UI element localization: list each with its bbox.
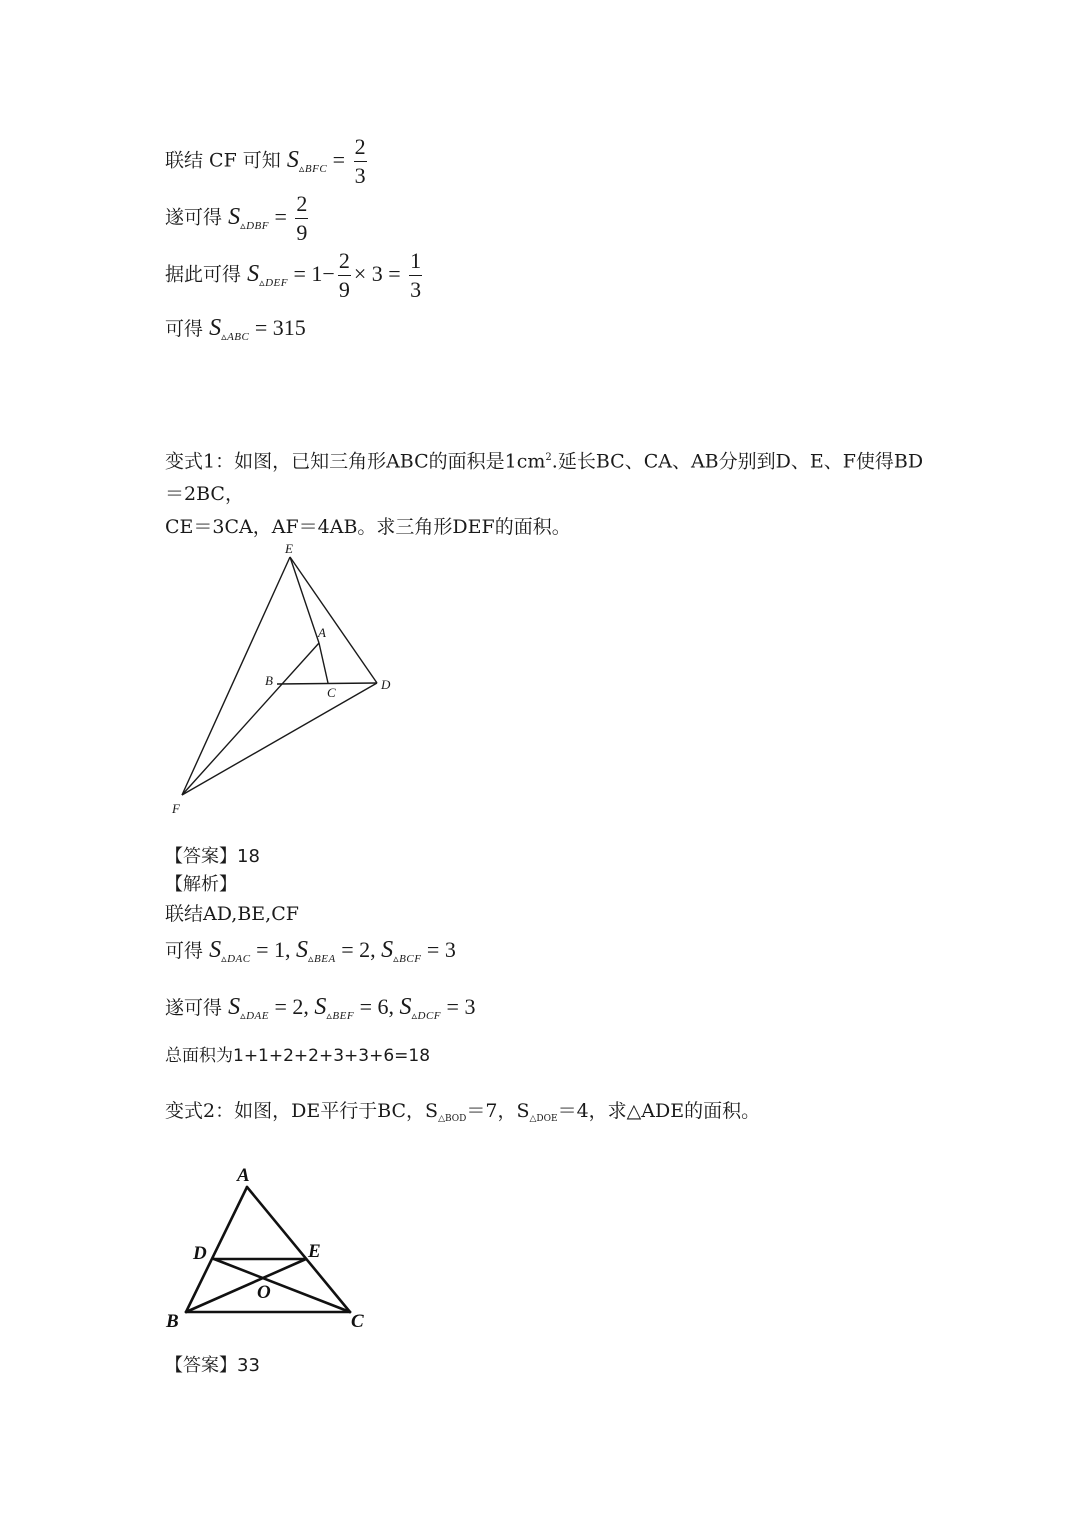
label-a: A (237, 1165, 250, 1186)
line-text: 据此可得 (165, 263, 242, 286)
variant1-analysis-line-1: 联结AD,BE,CF (165, 903, 299, 925)
variant1-analysis-label: 【解析】 (165, 874, 237, 895)
label-f: F (172, 801, 180, 816)
segment-af (182, 643, 319, 795)
variant1-analysis-line-2: 可得 $S_{▵DAC} = 1$, $S_{▵BEA} = 2$, $S_{▵BCF} = 3$ (165, 937, 456, 965)
segment-df (182, 683, 377, 795)
subscript: ▵DBF (240, 219, 269, 232)
variant2-problem: 变式2：如图，DE平行于BC，$S_{\triangle BOD}=7$，$S_{\triangle DOE}=4$，求△ADE的面积。 (165, 1100, 761, 1124)
fraction: $\frac{1}{3}$ (410, 248, 422, 302)
line-text: 遂可得 (165, 206, 223, 229)
line-text: 可得 (165, 318, 204, 340)
label-e: E (308, 1241, 321, 1262)
variant1-figure (160, 535, 410, 825)
label-b: B (166, 1311, 179, 1332)
subscript: ▵ABC (221, 331, 250, 343)
segment-ea (290, 557, 319, 643)
line-text: 联结 CF 可知 (165, 149, 281, 172)
derivation-line-2: 遂可得 $S_{▵DBF}$ = $\frac{2}{9}$ (165, 191, 308, 245)
fraction: $\frac{2}{9}$ (338, 248, 350, 302)
segment-ed (290, 557, 377, 683)
variant2-figure (160, 1158, 375, 1338)
derivation-line-4: 可得 $S_{▵ABC} = 315$ (165, 315, 306, 343)
fraction: $\frac{2}{3}$ (354, 134, 366, 188)
subscript: ▵BFC (298, 162, 328, 175)
variant2-answer (165, 1351, 260, 1377)
fraction: $\frac{2}{9}$ (296, 191, 308, 245)
segment-bd (277, 683, 377, 684)
label-b: B (265, 673, 273, 688)
derivation-line-1: 联结 CF 可知 $S_{▵BFC}$ = $\frac{2}{3}$ (165, 134, 366, 188)
variant1-answer (165, 842, 260, 868)
label-a: A (318, 625, 326, 640)
label-c: C (327, 685, 336, 700)
answer-label: 【答案】 (165, 846, 237, 867)
subscript: ▵DEF (259, 276, 288, 289)
variant1-analysis-line-4: 总面积为1+1+2+2+3+3+6=18 (165, 1046, 431, 1066)
derivation-line-3: 据此可得 $S_{▵DEF} = 1-$ $\frac{2}{9}$ × 3 = $\frac{1}{3}$ (165, 248, 422, 302)
segment-fe (182, 557, 290, 795)
label-e: E (285, 541, 293, 556)
variant1-problem: 变式1：如图，已知三角形ABC的面积是$1cm^2$.延长BC、CA、AB分别到D、E、F使得BD＝2BC， CE＝3CA，AF＝4AB。求三角形DEF的面积。 (165, 450, 924, 539)
segment-eb (186, 1259, 306, 1312)
answer-value: 18 (237, 846, 260, 867)
label-o: O (257, 1282, 271, 1303)
variant1-analysis-line-3: 遂可得 $S_{▵DAE} = 2$, $S_{▵BEF} = 6$, $S_{▵DCF} = 3$ (165, 994, 476, 1022)
label-d: D (193, 1243, 207, 1264)
segment-ac (319, 643, 328, 683)
answer-label: 【答案】 (165, 1355, 237, 1376)
label-d: D (381, 677, 391, 692)
answer-value: 33 (237, 1355, 260, 1376)
label-c: C (351, 1311, 364, 1332)
